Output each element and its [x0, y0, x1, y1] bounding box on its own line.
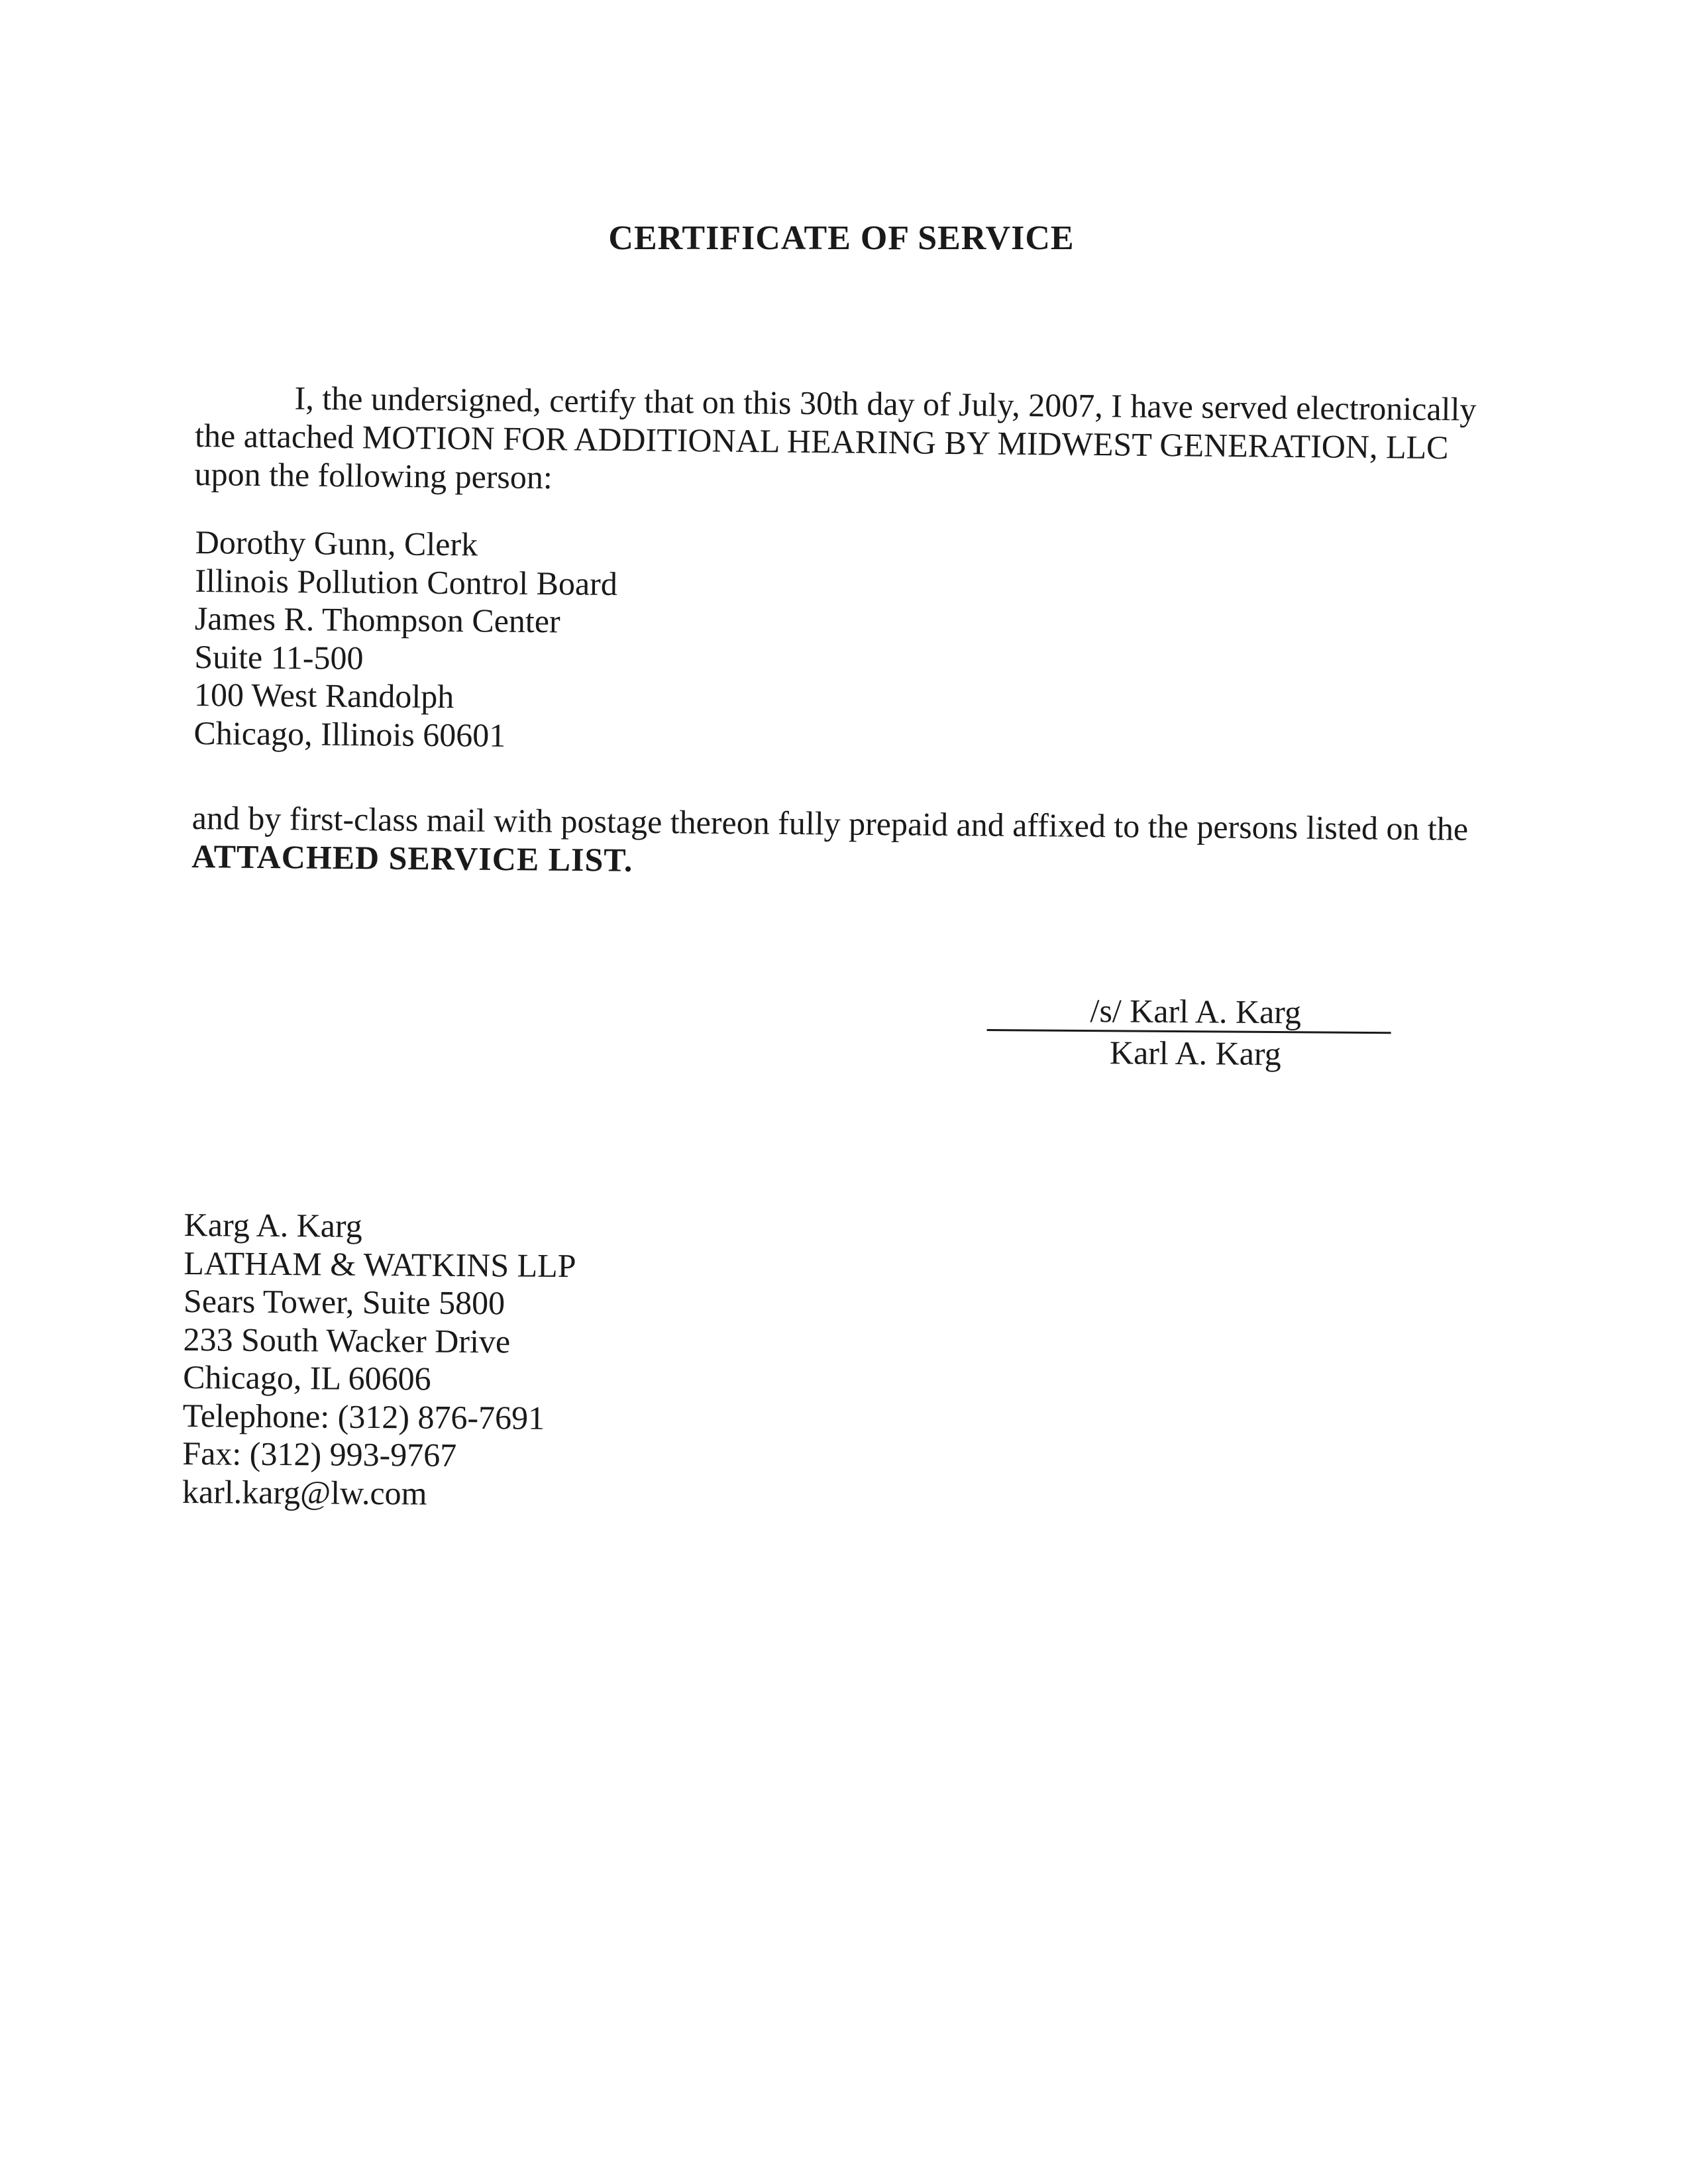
recipient-line: Illinois Pollution Control Board [195, 561, 618, 602]
contact-line: 233 South Wacker Drive [183, 1320, 511, 1360]
recipient-line: Dorothy Gunn, Clerk [195, 523, 478, 563]
recipient-address [193, 523, 617, 755]
contact-email: karl.karg@lw.com [182, 1472, 427, 1512]
contact-line: Fax: (312) 993-9767 [182, 1434, 457, 1474]
contact-line: LATHAM & WATKINS LLP [184, 1244, 576, 1284]
contact-line: Karg A. Karg [184, 1206, 362, 1244]
certification-paragraph [194, 378, 1494, 506]
recipient-line: 100 West Randolph [193, 675, 454, 716]
recipient-line: Suite 11-500 [194, 637, 364, 677]
contact-line: Sears Tower, Suite 5800 [183, 1282, 505, 1322]
document-title: CERTIFICATE OF SERVICE [608, 219, 1075, 257]
recipient-line: Chicago, Illinois 60601 [193, 714, 506, 754]
mail-service-paragraph [191, 798, 1491, 887]
contact-line: Telephone: (312) 876-7691 [182, 1396, 545, 1437]
certification-text: I, the undersigned, certify that on this 30th day of July, 2007, I have served electronically the attached MOTION FOR ADDITIONAL HEARING BY MIDWEST GENERATION, LLC upon the following person: [194, 379, 1477, 496]
attorney-contact-block [182, 1206, 576, 1513]
signature-block [986, 991, 1391, 1075]
signer-printed-name: Karl A. Karg [1109, 1034, 1281, 1073]
service-list-reference: ATTACHED SERVICE LIST. [191, 837, 633, 879]
mail-service-text: and by first-class mail with postage thereon fully prepaid and affixed to the persons listed on the [191, 799, 1469, 847]
contact-line: Chicago, IL 60606 [183, 1358, 431, 1397]
electronic-signature: /s/ Karl A. Karg [1090, 992, 1302, 1031]
recipient-line: James R. Thompson Center [194, 599, 560, 640]
paragraph-indent [195, 408, 295, 409]
signature-line [987, 991, 1391, 1034]
